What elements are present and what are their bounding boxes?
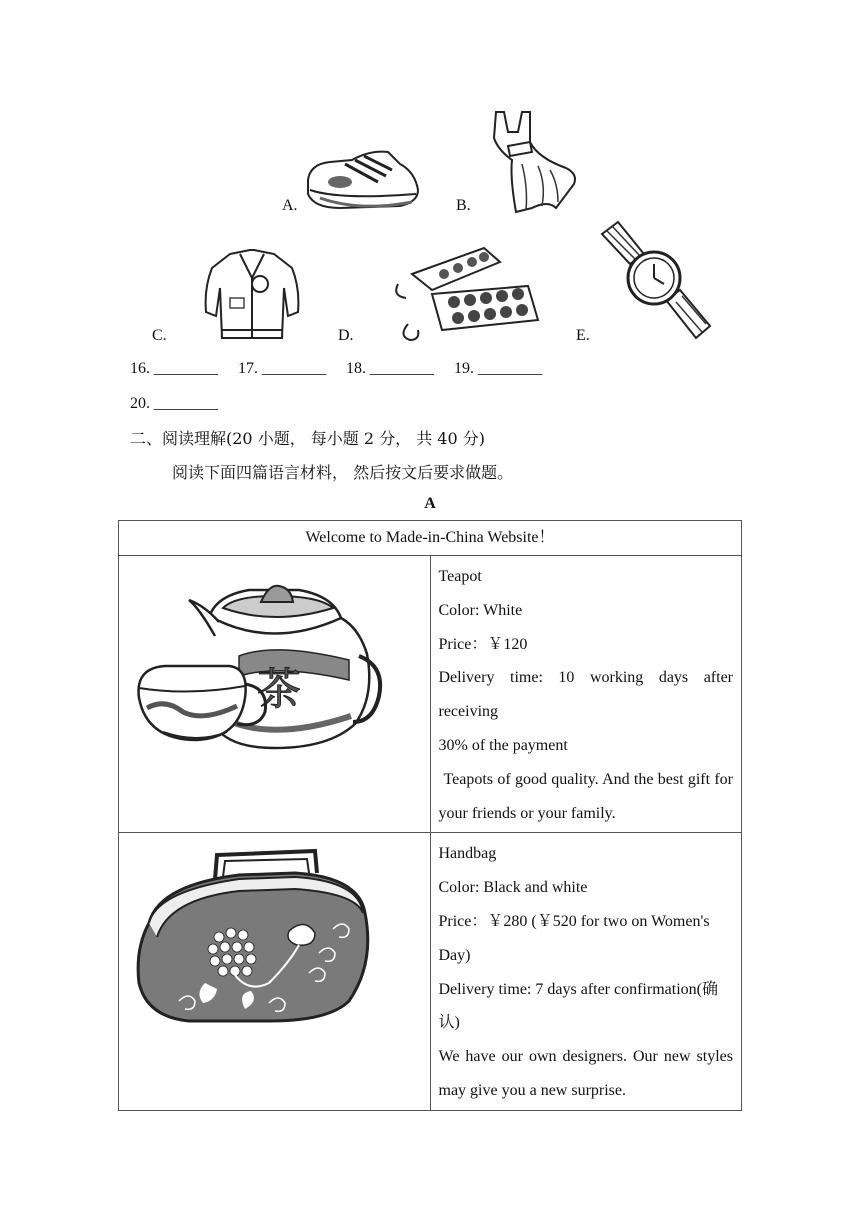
svg-text:茶: 茶 (257, 664, 301, 715)
option-b-label: B. (456, 197, 471, 214)
option-e-label: E. (576, 327, 590, 344)
option-d-label: D. (338, 327, 354, 344)
product-name: Handbag (438, 845, 497, 863)
sneaker-icon (300, 142, 425, 214)
blank-17[interactable]: 17. ________ (238, 360, 326, 377)
product-price: Price：￥280 (￥520 for two on Women's Day) (438, 912, 710, 964)
teapot-details (430, 556, 742, 833)
handbag-icon (119, 833, 385, 1033)
table-row (119, 833, 742, 1110)
product-name: Teapot (438, 568, 482, 585)
section-instruction: 阅读下面四篇语言材料， 然后按文后要求做题。 (172, 463, 514, 482)
product-price: Price：￥120 (438, 635, 528, 653)
blank-18[interactable]: 18. ________ (346, 360, 434, 377)
table-row (119, 556, 742, 833)
product-desc-line-2: may give you a new surprise. (438, 1081, 627, 1099)
product-table (118, 520, 742, 1111)
product-color: Color: White (438, 601, 523, 619)
product-color: Color: Black and white (438, 879, 588, 897)
option-a-label: A. (282, 197, 298, 214)
section-title: 二、阅读理解(20 小题， 每小题 2 分， 共 40 分) (130, 429, 485, 448)
teapot-image-cell (119, 556, 431, 833)
product-desc-line-1: Teapots of good quality. And the best gift for (443, 770, 733, 788)
blank-16[interactable]: 16. ________ (130, 360, 218, 377)
product-desc-line-1: We have our own designers. Our new styles (438, 1048, 733, 1066)
product-delivery: Delivery time: 7 days after confirmation(确认) (438, 980, 718, 1032)
dress-icon (478, 108, 582, 214)
handbag-image-cell (119, 833, 431, 1110)
handbag-details (430, 833, 742, 1110)
blank-19[interactable]: 19. ________ (454, 360, 542, 377)
blank-20[interactable]: 20. ________ (130, 395, 218, 412)
product-delivery-line-2: 30% of the payment (438, 736, 568, 754)
option-c-label: C. (152, 327, 167, 344)
passage-label: A (424, 495, 436, 512)
product-desc-line-2: your friends or your family. (438, 804, 616, 822)
chocolate-box-icon (388, 240, 548, 344)
answer-blanks-row-2 (130, 395, 234, 413)
jacket-icon (200, 248, 304, 344)
teapot-icon (119, 556, 385, 792)
product-delivery-line-1: Delivery time: 10 working days after receiving (438, 669, 733, 721)
table-header: Welcome to Made-in-China Website！ (119, 521, 742, 556)
answer-blanks-row (130, 360, 558, 378)
wristwatch-icon (596, 220, 714, 344)
